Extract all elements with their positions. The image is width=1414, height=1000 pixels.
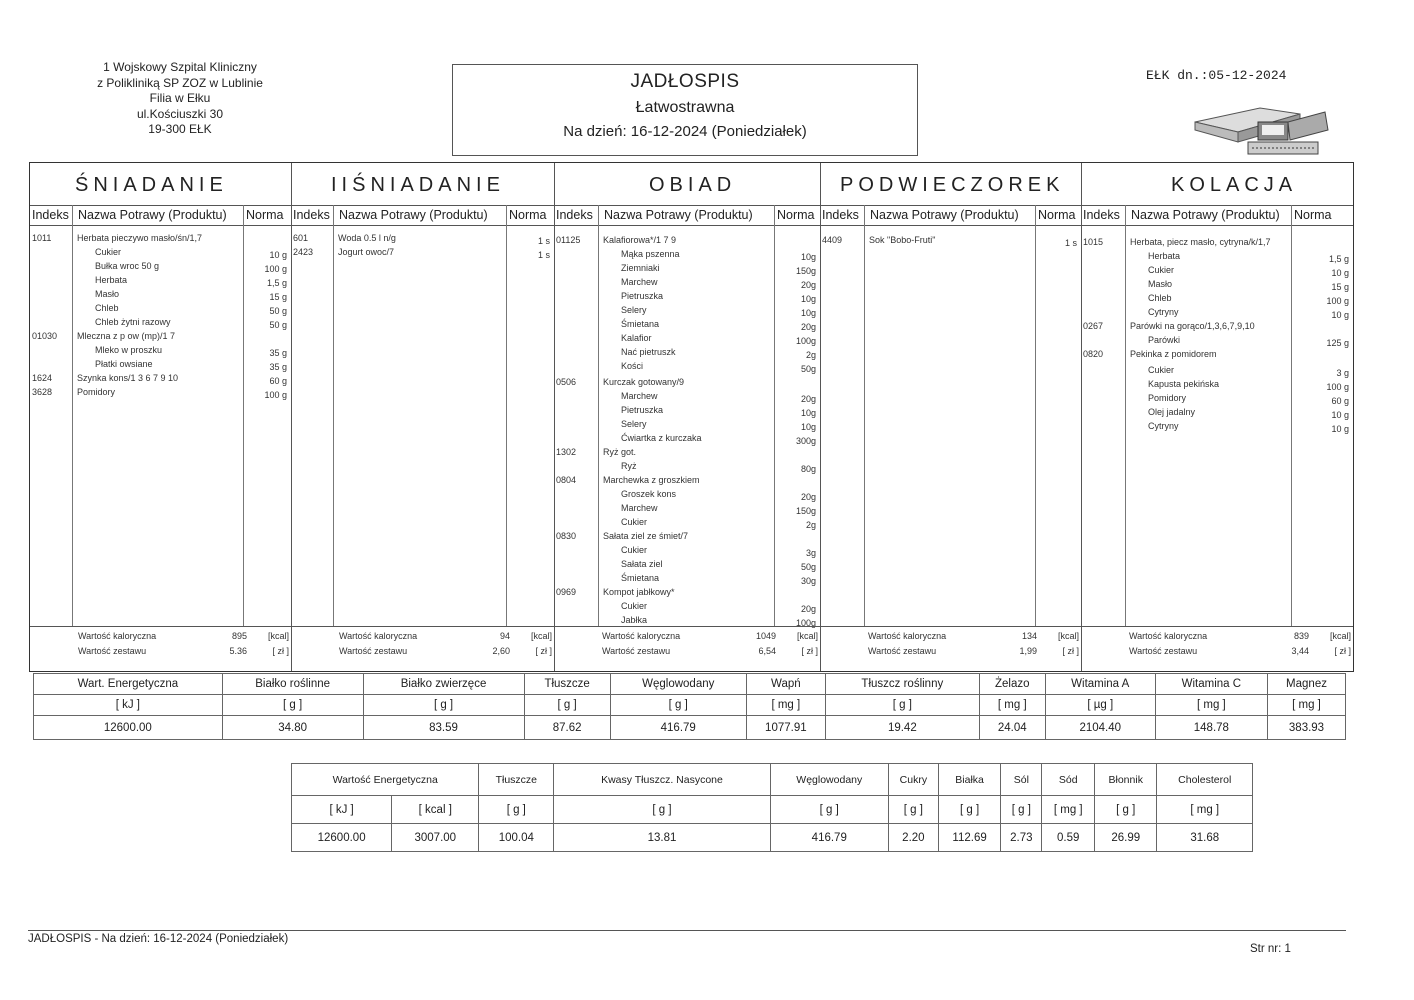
nutrition-values-cell: 24.04 <box>979 716 1045 740</box>
dish-name: Mleczna z p ow (mp)/1 7 <box>77 331 176 341</box>
hospital-header <box>60 60 300 138</box>
dish-name: Sałata ziel ze śmiet/7 <box>603 531 689 541</box>
item-norm: 1,5 g <box>266 278 287 288</box>
nutrition-values-cell: 1077.91 <box>746 716 825 740</box>
column-divider <box>333 205 334 627</box>
cost-label: Wartość zestawu <box>868 646 937 656</box>
item-norm: 300g <box>795 436 816 446</box>
ingredient-name: Cukier <box>621 545 648 555</box>
nutrition2-units-cell: [ mg ] <box>1042 796 1094 824</box>
item-index: 1011 <box>32 233 52 243</box>
item-norm: 100 g <box>1326 382 1349 392</box>
page-title: JADŁOSPIS <box>630 71 740 92</box>
nutrition-header-cell: Białko roślinne <box>222 674 363 695</box>
header-index: Indeks <box>293 208 330 222</box>
meal-column <box>554 163 821 671</box>
nutrition-units-cell: [ kJ ] <box>34 695 223 716</box>
ingredient-name: Marchew <box>621 277 658 287</box>
ingredient-name: Pietruszka <box>621 291 664 301</box>
ingredient-name: Sałata ziel <box>621 559 663 569</box>
header-norma: Norma <box>246 208 284 222</box>
nutrition2-units-cell: [ g ] <box>479 796 554 824</box>
item-norm: 3g <box>805 548 816 558</box>
item-norm: 60 g <box>1331 396 1349 406</box>
item-norm: 10 g <box>1331 310 1349 320</box>
meal-totals <box>820 626 1081 671</box>
dish-name: Kurczak gotowany/9 <box>603 377 685 387</box>
header-norma: Norma <box>1038 208 1076 222</box>
header-index: Indeks <box>822 208 859 222</box>
ingredient-name: Olej jadalny <box>1148 407 1196 417</box>
ingredient-name: Chleb <box>95 303 119 313</box>
column-divider <box>1291 205 1292 627</box>
ingredient-name: Jabłka <box>621 615 648 625</box>
ingredient-name: Mleko w proszku <box>95 345 163 355</box>
dish-name: Pomidory <box>77 387 116 397</box>
nutrition-units-cell: [ mg ] <box>746 695 825 716</box>
cost-unit: [ zł ] <box>1062 646 1079 656</box>
item-norm: 80g <box>800 464 816 474</box>
item-norm: 20g <box>800 322 816 332</box>
item-norm: 3 g <box>1336 368 1349 378</box>
ingredient-name: Chleb <box>1148 293 1172 303</box>
meal-title <box>554 163 820 206</box>
ingredient-name: Śmietana <box>621 573 660 583</box>
dish-name: Herbata, piecz masło, cytryna/k/1,7 <box>1130 237 1271 247</box>
nutrition-values-cell: 383.93 <box>1268 716 1346 740</box>
header-name: Nazwa Potrawy (Produktu) <box>870 208 1019 222</box>
hospital-name: 1 Wojskowy Szpital Kliniczny <box>103 60 257 74</box>
item-norm: 10g <box>800 252 816 262</box>
dish-name: Jogurt owoc/7 <box>338 247 395 257</box>
nutrition2-values-cell: 416.79 <box>770 824 888 852</box>
item-norm: 150g <box>795 506 816 516</box>
nutrition2-units-cell: [ kJ ] <box>292 796 392 824</box>
dish-name: Ryż got. <box>603 447 637 457</box>
header-norma: Norma <box>1294 208 1332 222</box>
dish-name: Herbata pieczywo masło/śn/1,7 <box>77 233 203 243</box>
nutrition2-header-cell: Tłuszcze <box>479 764 554 796</box>
item-norm: 1,5 g <box>1328 254 1349 264</box>
item-index: 4409 <box>822 235 843 245</box>
kcal-label: Wartość kaloryczna <box>339 631 418 641</box>
nutrition-values-cell: 12600.00 <box>34 716 223 740</box>
kcal-label: Wartość kaloryczna <box>78 631 157 641</box>
column-divider <box>1035 205 1036 627</box>
header-name: Nazwa Potrawy (Produktu) <box>339 208 488 222</box>
nutrition-header-cell: Wart. Energetyczna <box>34 674 223 695</box>
item-norm: 10 g <box>1331 410 1349 420</box>
item-index: 1302 <box>556 447 577 457</box>
nutrition-units-cell: [ g ] <box>524 695 610 716</box>
nutrition-header-cell: Wapń <box>746 674 825 695</box>
nutrition-header-cell: Tłuszcze <box>524 674 610 695</box>
kcal-label: Wartość kaloryczna <box>868 631 947 641</box>
nutrition2-values-cell: 31.68 <box>1157 824 1253 852</box>
item-norm: 1 s <box>1064 238 1077 248</box>
nutrition2-header-cell: Wartość Energetyczna <box>292 764 479 796</box>
ingredient-name: Marchew <box>621 391 658 401</box>
item-norm: 10g <box>800 294 816 304</box>
meal-totals <box>291 626 554 671</box>
kcal-unit: [kcal] <box>796 631 818 641</box>
nutrition-values <box>34 716 1346 740</box>
kcal-unit: [kcal] <box>1057 631 1079 641</box>
ingredient-name: Masło <box>1148 279 1173 289</box>
nutrition2-values-cell: 12600.00 <box>292 824 392 852</box>
nutrition-values-cell: 83.59 <box>363 716 524 740</box>
meal-totals <box>30 626 291 671</box>
item-index: 0267 <box>1083 321 1104 331</box>
nutrition-values-cell: 2104.40 <box>1045 716 1155 740</box>
cost-label: Wartość zestawu <box>602 646 671 656</box>
item-norm: 125 g <box>1326 338 1349 348</box>
nutrition2-units-cell: [ g ] <box>554 796 771 824</box>
ingredient-name: Herbata <box>95 275 128 285</box>
diet-name: Łatwostrawna <box>635 99 735 116</box>
nutrition2-units-cell: [ g ] <box>770 796 888 824</box>
meal-title-text: PODWIECZOREK <box>840 174 1065 196</box>
item-index: 0506 <box>556 377 577 387</box>
item-index: 2423 <box>293 247 314 257</box>
header-index: Indeks <box>32 208 69 222</box>
ingredient-name: Cukier <box>1148 365 1175 375</box>
ingredient-name: Herbata <box>1148 251 1181 261</box>
meal-column <box>820 163 1082 671</box>
item-index: 01125 <box>556 235 581 245</box>
meal-title <box>291 163 554 206</box>
hospital-street: ul.Kościuszki 30 <box>136 106 224 121</box>
nutrition-values-cell: 416.79 <box>610 716 746 740</box>
hospital-branch: Filia w Ełku <box>149 91 211 105</box>
header-name: Nazwa Potrawy (Produktu) <box>604 208 753 222</box>
ingredient-name: Chleb żytni razowy <box>95 317 171 327</box>
meal-column <box>30 163 292 671</box>
ingredient-name: Cukier <box>1148 265 1175 275</box>
ingredient-name: Ryż <box>621 461 637 471</box>
cost-unit: [ zł ] <box>801 646 818 656</box>
nutrition2-units <box>292 796 1253 824</box>
nutrition2-header <box>292 764 1253 796</box>
cost-label: Wartość zestawu <box>1129 646 1198 656</box>
meal-title-text: ŚNIADANIE <box>75 174 228 196</box>
nutrition-table-1 <box>33 673 1346 740</box>
item-norm: 10g <box>800 308 816 318</box>
item-norm: 50g <box>800 364 816 374</box>
nutrition2-units-cell: [ g ] <box>938 796 1000 824</box>
item-norm: 10g <box>800 422 816 432</box>
nutrition-header <box>34 674 1346 695</box>
dish-name: Sok "Bobo-Fruti" <box>869 235 936 245</box>
column-divider <box>598 205 599 627</box>
item-index: 601 <box>293 233 309 243</box>
item-norm: 60 g <box>269 376 287 386</box>
item-norm: 2g <box>805 350 816 360</box>
item-norm: 150g <box>795 266 816 276</box>
item-norm: 35 g <box>269 348 287 358</box>
footer-divider <box>28 930 1346 931</box>
meal-title <box>820 163 1081 206</box>
nutrition2-values-cell: 26.99 <box>1094 824 1157 852</box>
meal-title-text: OBIAD <box>649 174 737 196</box>
ingredient-name: Płatki owsiane <box>95 359 153 369</box>
nutrition2-header-cell: Sól <box>1001 764 1042 796</box>
nutrition-header-cell: Węglowodany <box>610 674 746 695</box>
nutrition2-units-cell: [ g ] <box>888 796 938 824</box>
kcal-value: 94 <box>499 631 510 641</box>
header-name: Nazwa Potrawy (Produktu) <box>1131 208 1280 222</box>
dish-name: Parówki na gorąco/1,3,6,7,9,10 <box>1130 321 1255 331</box>
nutrition-units-cell: [ g ] <box>610 695 746 716</box>
column-headers <box>291 205 554 226</box>
column-headers <box>820 205 1081 226</box>
header-norma: Norma <box>509 208 547 222</box>
nutrition2-header-cell: Węglowodany <box>770 764 888 796</box>
column-divider <box>864 205 865 627</box>
meal-title-text: IIŚNIADANIE <box>331 174 505 196</box>
dish-name: Marchewka z groszkiem <box>603 475 700 485</box>
ingredient-name: Masło <box>95 289 120 299</box>
nutrition-header-cell: Białko zwierzęce <box>363 674 524 695</box>
nutrition-units-cell: [ mg ] <box>1155 695 1267 716</box>
item-index: 1015 <box>1083 237 1104 247</box>
nutrition2-units-cell: [ g ] <box>1094 796 1157 824</box>
nutrition2-values <box>292 824 1253 852</box>
ingredient-name: Cytryny <box>1148 307 1179 317</box>
nutrition-units-cell: [ mg ] <box>979 695 1045 716</box>
header-name: Nazwa Potrawy (Produktu) <box>78 208 227 222</box>
nutrition2-units-cell: [ mg ] <box>1157 796 1253 824</box>
ingredient-name: Mąka pszenna <box>621 249 680 259</box>
ingredient-name: Kości <box>621 361 644 371</box>
nutrition2-header-cell: Sód <box>1042 764 1094 796</box>
item-norm: 50 g <box>269 306 287 316</box>
meal-title-text: KOLACJA <box>1171 174 1298 196</box>
ingredient-name: Ćwiartka z kurczaka <box>621 433 702 443</box>
item-norm: 100 g <box>264 390 287 400</box>
ingredient-name: Śmietana <box>621 319 660 329</box>
nutrition2-values-cell: 100.04 <box>479 824 554 852</box>
cost-label: Wartość zestawu <box>78 646 147 656</box>
column-divider <box>72 205 73 627</box>
kcal-value: 134 <box>1021 631 1037 641</box>
item-norm: 100 g <box>264 264 287 274</box>
meal-title <box>1081 163 1353 206</box>
item-index: 0820 <box>1083 349 1104 359</box>
item-norm: 20g <box>800 604 816 614</box>
item-norm: 20g <box>800 280 816 290</box>
ingredient-name: Pomidory <box>1148 393 1187 403</box>
ingredient-name: Cukier <box>621 517 648 527</box>
item-norm: 35 g <box>269 362 287 372</box>
issue-date: EŁK dn.:05-12-2024 <box>1146 68 1287 83</box>
dish-name: Pekinka z pomidorem <box>1130 349 1217 359</box>
column-divider <box>243 205 244 627</box>
column-headers <box>1081 205 1353 226</box>
cost-value: 3,44 <box>1291 646 1309 656</box>
item-index: 0969 <box>556 587 577 597</box>
ingredient-name: Kalafior <box>621 333 652 343</box>
kcal-label: Wartość kaloryczna <box>1129 631 1208 641</box>
hospital-parent: z Polikliniką SP ZOZ w Lublinie <box>97 75 263 90</box>
item-norm: 50 g <box>269 320 287 330</box>
nutrition-header-cell: Tłuszcz roślinny <box>825 674 979 695</box>
nutrition-units-cell: [ g ] <box>363 695 524 716</box>
ingredient-name: Bułka wroc 50 g <box>95 261 160 271</box>
nutrition2-values-cell: 13.81 <box>554 824 771 852</box>
nutrition-values-cell: 34.80 <box>222 716 363 740</box>
column-divider <box>774 205 775 627</box>
ingredient-name: Cytryny <box>1148 421 1179 431</box>
kcal-unit: [kcal] <box>530 631 552 641</box>
dish-name: Kompot jabłkowy* <box>603 587 675 597</box>
nutrition-header-cell: Witamina C <box>1155 674 1267 695</box>
dish-name: Szynka kons/1 3 6 7 9 10 <box>77 373 179 383</box>
item-index: 0830 <box>556 531 577 541</box>
title-box <box>452 64 918 156</box>
menu-date: Na dzień: 16-12-2024 (Poniedziałek) <box>563 123 807 140</box>
ingredient-name: Parówki <box>1148 335 1181 345</box>
kcal-value: 1049 <box>755 631 776 641</box>
nutrition-header-cell: Żelazo <box>979 674 1045 695</box>
column-divider <box>506 205 507 627</box>
column-divider <box>1125 205 1126 627</box>
ingredient-name: Ziemniaki <box>621 263 660 273</box>
hospital-city: 19-300 EŁK <box>148 122 212 136</box>
nutrition2-header-cell: Kwasy Tłuszcz. Nasycone <box>554 764 771 796</box>
cost-unit: [ zł ] <box>1334 646 1351 656</box>
header-index: Indeks <box>1083 208 1120 222</box>
kcal-unit: [kcal] <box>1329 631 1351 641</box>
dish-name: Woda 0.5 l n/g <box>338 233 396 243</box>
item-norm: 10 g <box>269 250 287 260</box>
nutrition2-values-cell: 2.20 <box>888 824 938 852</box>
nutrition2-values-cell: 0.59 <box>1042 824 1094 852</box>
nutrition-units-cell: [ g ] <box>222 695 363 716</box>
item-norm: 100g <box>795 336 816 346</box>
page-number: Str nr: 1 <box>1250 943 1291 955</box>
meal-totals <box>554 626 820 671</box>
nutrition2-header-cell: Błonnik <box>1094 764 1157 796</box>
nutrition2-header-cell: Cukry <box>888 764 938 796</box>
ingredient-name: Marchew <box>621 503 658 513</box>
dish-name: Kalafiorowa*/1 7 9 <box>603 235 677 245</box>
nutrition-header-cell: Witamina A <box>1045 674 1155 695</box>
item-norm: 10g <box>800 408 816 418</box>
item-norm: 20g <box>800 394 816 404</box>
nutrition2-values-cell: 2.73 <box>1001 824 1042 852</box>
header-norma: Norma <box>777 208 815 222</box>
cost-unit: [ zł ] <box>535 646 552 656</box>
nutrition-units-cell: [ µg ] <box>1045 695 1155 716</box>
cost-value: 1,99 <box>1019 646 1037 656</box>
ingredient-name: Kapusta pekińska <box>1148 379 1220 389</box>
ingredient-name: Nać pietruszk <box>621 347 676 357</box>
ingredient-name: Selery <box>621 419 647 429</box>
item-norm: 100 g <box>1326 296 1349 306</box>
meal-column <box>291 163 555 671</box>
cost-value: 2,60 <box>492 646 510 656</box>
item-norm: 30g <box>800 576 816 586</box>
item-norm: 100g <box>795 618 816 628</box>
header-index: Indeks <box>556 208 593 222</box>
menu-table <box>29 162 1354 672</box>
nutrition-units-cell: [ mg ] <box>1268 695 1346 716</box>
nutrition2-values-cell: 3007.00 <box>392 824 479 852</box>
nutrition-table-2 <box>291 763 1253 852</box>
nutrition2-header-cell: Cholesterol <box>1157 764 1253 796</box>
nutrition2-units-cell: [ g ] <box>1001 796 1042 824</box>
column-headers <box>554 205 820 226</box>
nutrition2-header-cell: Białka <box>938 764 1000 796</box>
kcal-label: Wartość kaloryczna <box>602 631 681 641</box>
ingredient-name: Cukier <box>621 601 648 611</box>
ingredient-name: Pietruszka <box>621 405 664 415</box>
item-norm: 50g <box>800 562 816 572</box>
nutrition-values-cell: 19.42 <box>825 716 979 740</box>
item-norm: 15 g <box>269 292 287 302</box>
cost-unit: [ zł ] <box>272 646 289 656</box>
meal-column <box>1081 163 1353 671</box>
ingredient-name: Groszek kons <box>621 489 677 499</box>
nutrition2-units-cell: [ kcal ] <box>392 796 479 824</box>
printer-icon <box>1190 100 1330 158</box>
item-norm: 10 g <box>1331 424 1349 434</box>
item-index: 3628 <box>32 387 53 397</box>
nutrition2-values-cell: 112.69 <box>938 824 1000 852</box>
item-norm: 15 g <box>1331 282 1349 292</box>
kcal-value: 895 <box>231 631 247 641</box>
ingredient-name: Cukier <box>95 247 122 257</box>
kcal-unit: [kcal] <box>267 631 289 641</box>
cost-value: 6,54 <box>758 646 776 656</box>
kcal-value: 839 <box>1293 631 1309 641</box>
item-norm: 20g <box>800 492 816 502</box>
item-index: 01030 <box>32 331 58 341</box>
ingredient-name: Selery <box>621 305 647 315</box>
item-norm: 10 g <box>1331 268 1349 278</box>
nutrition-values-cell: 148.78 <box>1155 716 1267 740</box>
item-index: 0804 <box>556 475 577 485</box>
nutrition-header-cell: Magnez <box>1268 674 1346 695</box>
footer-text: JADŁOSPIS - Na dzień: 16-12-2024 (Poniedziałek) <box>28 933 289 945</box>
cost-label: Wartość zestawu <box>339 646 408 656</box>
meal-totals <box>1081 626 1353 671</box>
nutrition-units-cell: [ g ] <box>825 695 979 716</box>
item-index: 1624 <box>32 373 53 383</box>
nutrition-units <box>34 695 1346 716</box>
cost-value: 5.36 <box>229 646 247 656</box>
nutrition-values-cell: 87.62 <box>524 716 610 740</box>
item-norm: 1 s <box>537 236 550 246</box>
meal-title <box>30 163 291 206</box>
item-norm: 2g <box>805 520 816 530</box>
column-headers <box>30 205 291 226</box>
item-norm: 1 s <box>537 250 550 260</box>
